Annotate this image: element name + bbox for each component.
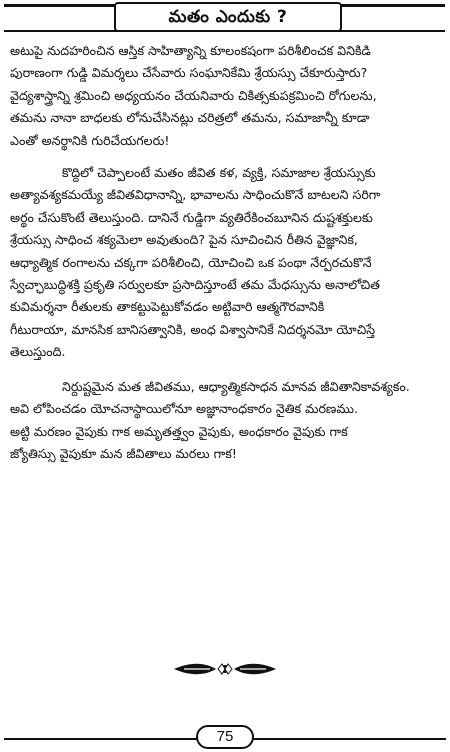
paragraph-1: [10, 40, 440, 85]
text-line: ఎంతో అనర్థానికి గురిచేయగలరు!: [10, 132, 170, 148]
chapter-title: మతం ఎందుకు ?: [114, 2, 342, 32]
text-line: అర్థం చేసుకొంటే తెలుస్తుంది. దానినే గుడ్డిగా వ్యతిరేకించబూనిన దుష్టశక్తులకు: [10, 209, 373, 225]
paragraph-4: [10, 376, 440, 466]
page-body: [10, 40, 440, 465]
text-line: గీటురాయా, మానసిక బానిసత్వానికి, అంధ విశ్వాసానికే నిదర్శనమో యోచిస్తే: [10, 321, 376, 337]
text-line: అత్యావశ్యకమయ్యే జీవితవిధానాన్ని, భావాలను సాధించుకొనే బాటలని సరిగా: [10, 187, 381, 203]
text-line: పురాణంగా గుడ్డి విమర్శలు చేసేవారు సంఘానికేమి శ్రేయస్సు చేకూరుస్తారు?: [10, 65, 368, 81]
text-line: స్వేచ్ఛాబుద్ధిశక్తి ప్రకృతి సర్వులకూ ప్రసాదిస్తూంటే తమ మేధస్సును అనాలోచిత: [10, 277, 380, 293]
text-line: అట్టి మరణం వైపుకు గాక అమృతత్త్వం వైపుకు, అంధకారం వైపుకు గాక: [10, 423, 348, 439]
text-line: కువిమర్శనా రీతులకు తాకట్టుపెట్టుకోవడం అట్టివారి ఆత్మగౌరవానికి: [10, 299, 325, 315]
text-line: జ్యోతిస్సు వైపుకూ మన జీవితాలు మరలు గాక!: [10, 445, 237, 461]
text-line: తమను నానా బాధలకు లోనుచేసినట్లు చరిత్రలో తమను, సమాజాన్నీ కూడా: [10, 110, 370, 126]
text-line: తెలుస్తుంది.: [10, 344, 66, 360]
text-line: నిర్దుష్టమైన మత జీవితము, ఆధ్యాత్మికసాధన మానవ జీవితానికావశ్యకం.: [62, 378, 410, 394]
paragraph-2: [10, 85, 440, 152]
text-line: శ్రేయస్సు సాధించ శక్యమెలా అవుతుంది? పైన సూచించిన రీతిన వైజ్ఞానిక,: [10, 232, 358, 248]
text-line: కొద్దిలో చెప్పాలంటే మతం జీవిత కళ, వ్యక్తి, సమాజాల శ్రేయస్సుకు: [62, 165, 376, 181]
flourish-ornament: [170, 658, 280, 680]
page-number: 75: [196, 725, 254, 749]
text-line: వైద్యశాస్త్రాన్ని శ్రమించి అధ్యయనం చేయనివారు చికిత్సకుపక్రమించి రోగులను,: [10, 87, 377, 103]
text-line: అవి లోపించడం యోచనాస్థాయిలోనూ అజ్ఞానాంధకారం నైతిక మరణము.: [10, 401, 359, 417]
text-line: అటుపై నుదహరించిన ఆస్తిక సాహిత్యాన్ని కూలంకషంగా పరిశీలించక వినికిడి: [10, 43, 371, 58]
paragraph-3: [10, 162, 440, 364]
chapter-header: [4, 4, 445, 34]
text-line: ఆధ్యాత్మిక రంగాలను చక్కగా పరిశీలించి, యోచించి ఒక పంథా నేర్పరచుకొనే: [10, 254, 372, 270]
